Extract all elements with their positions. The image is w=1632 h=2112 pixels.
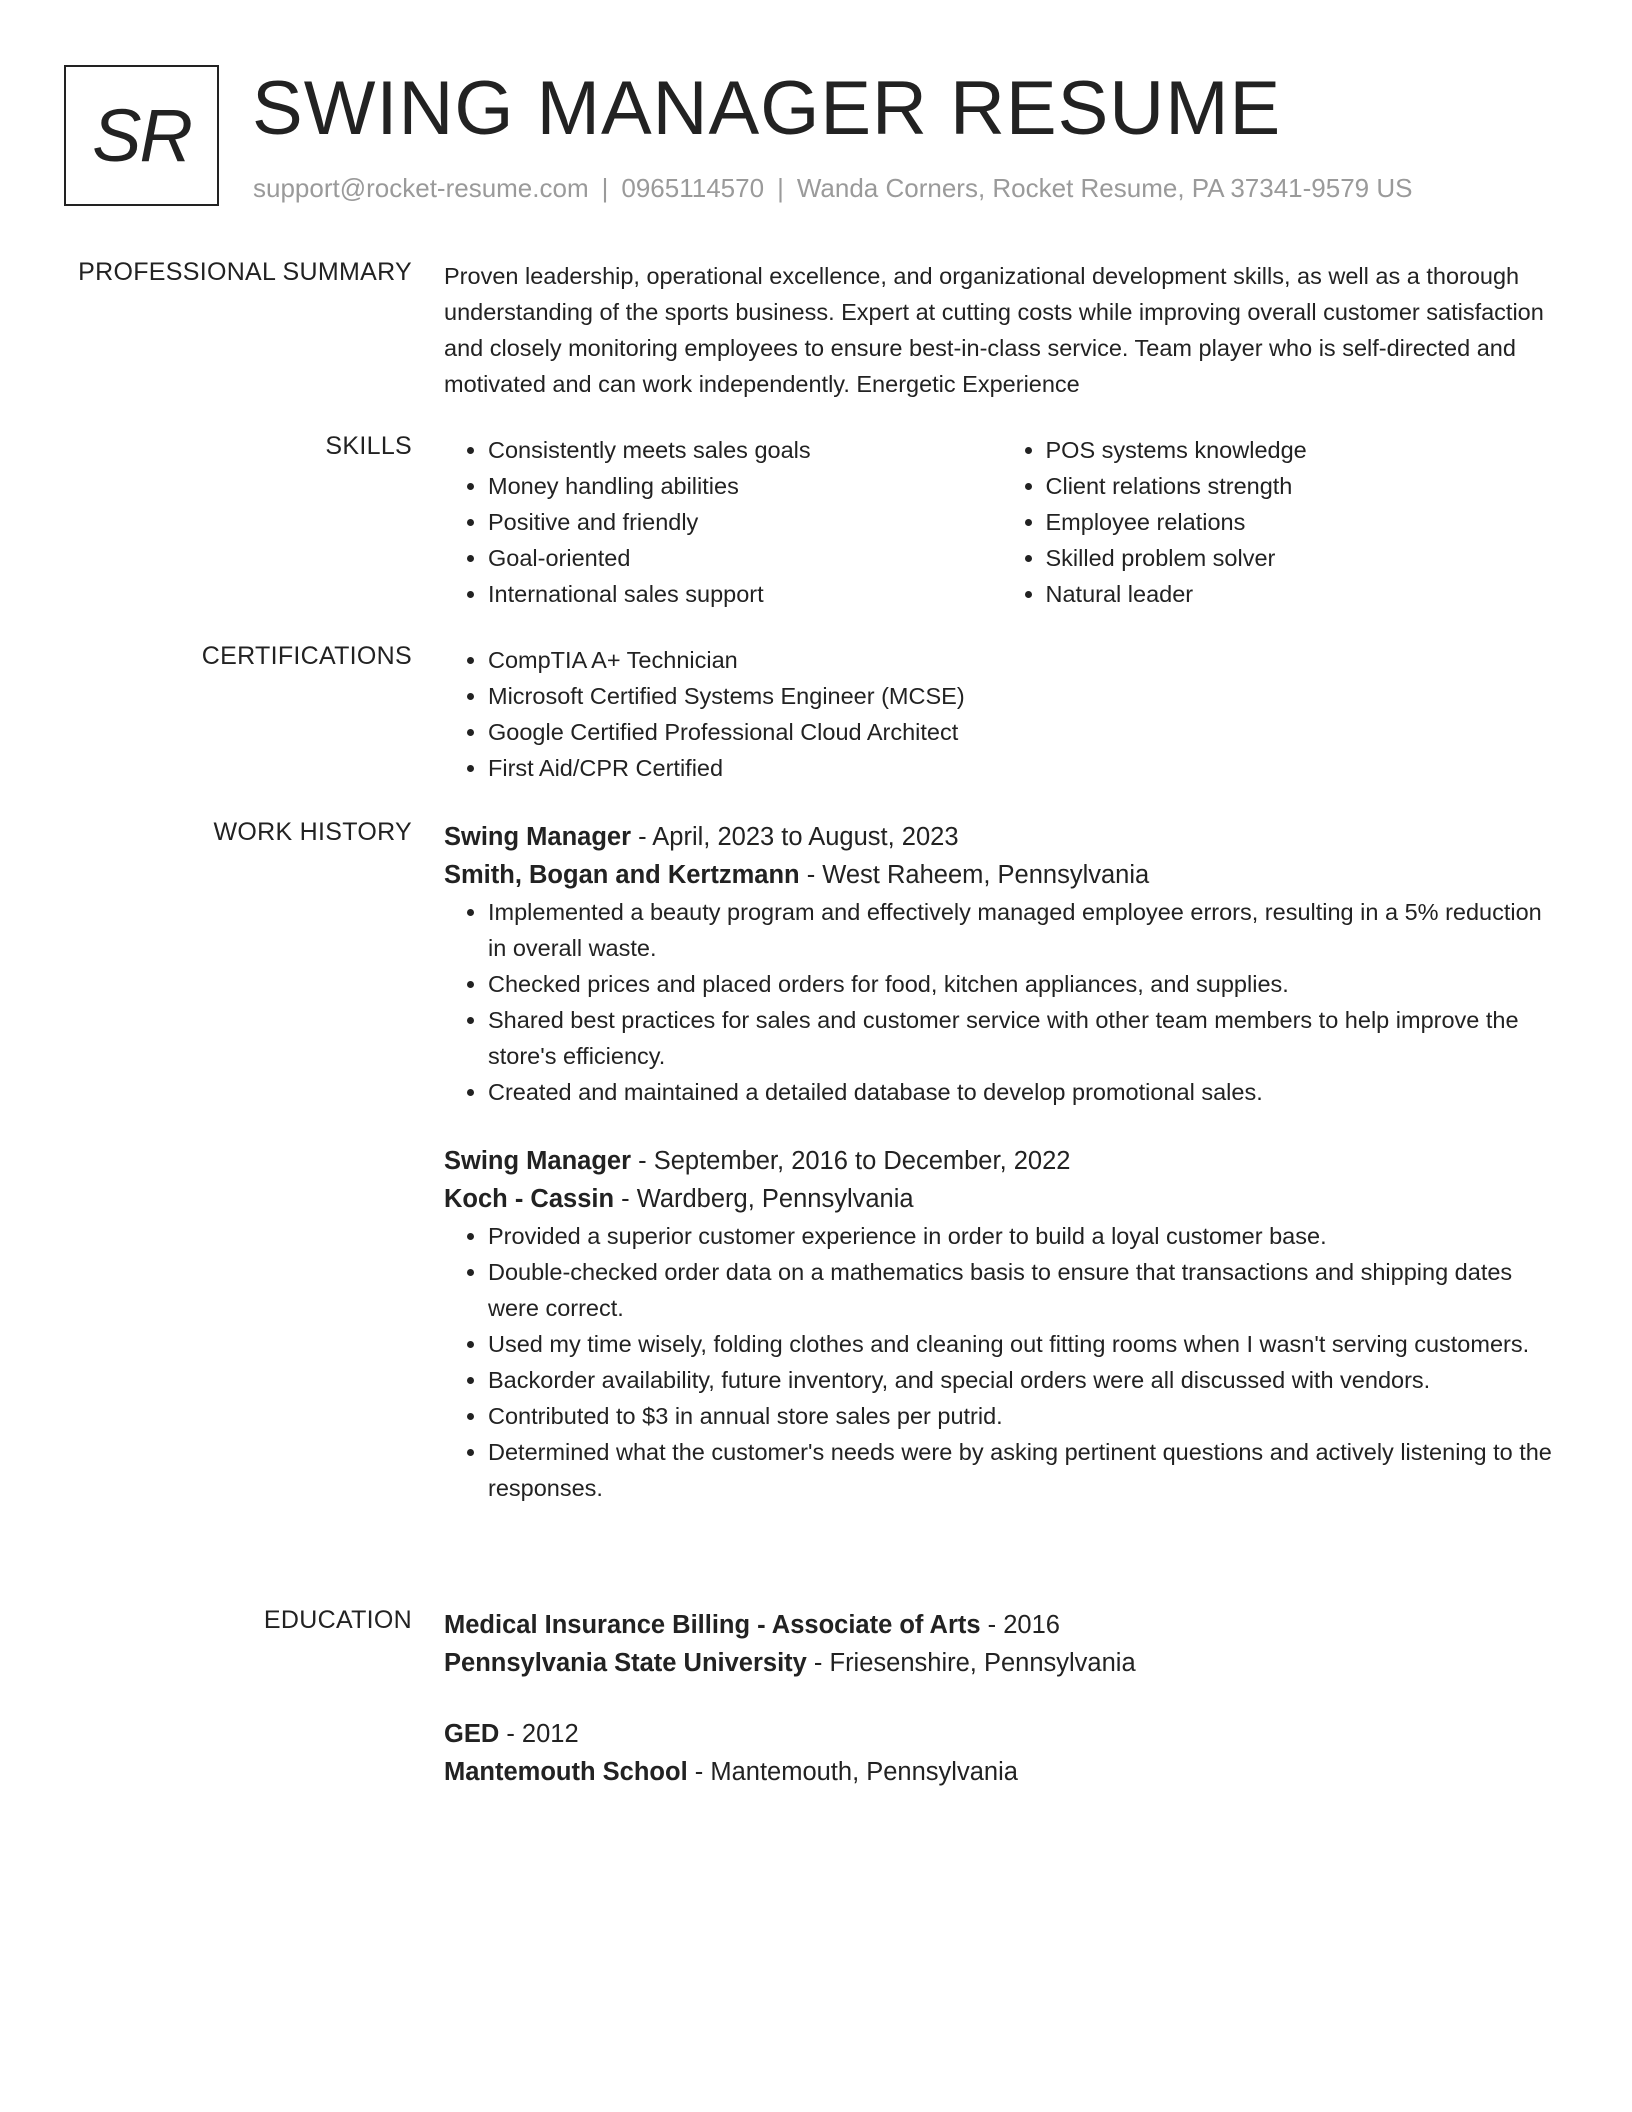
skill-item: • Goal-oriented (488, 540, 1002, 576)
job-bullet: • Created and maintained a detailed database to develop promotional sales. (488, 1074, 1559, 1110)
monogram-box: SR (64, 65, 219, 206)
education-entry (444, 1715, 1559, 1791)
skill-item: • Employee relations (1046, 504, 1560, 540)
job-entry (444, 1142, 1559, 1506)
education-entry (444, 1606, 1559, 1682)
job-location: - Wardberg, Pennsylvania (614, 1185, 914, 1213)
skill-item: • Skilled problem solver (1046, 540, 1560, 576)
skill-item: • Natural leader (1046, 576, 1560, 612)
certifications-list (444, 642, 1559, 786)
job-title: Swing Manager (444, 1147, 632, 1175)
contact-separator: | (777, 173, 784, 203)
job-bullet: • Used my time wisely, folding clothes and cleaning out fitting rooms when I wasn't serving customers. (488, 1326, 1559, 1362)
job-bullet: • Double-checked order data on a mathematics basis to ensure that transactions and shipping dates were correct. (488, 1254, 1559, 1326)
summary-label: PROFESSIONAL SUMMARY (78, 258, 412, 286)
education-label: EDUCATION (263, 1606, 412, 1634)
education-year: - 2016 (980, 1611, 1060, 1639)
job-bullets (444, 894, 1559, 1110)
summary-body (444, 258, 1559, 402)
job-bullet: • Determined what the customer's needs were by asking pertinent questions and actively listening to the responses. (488, 1434, 1559, 1506)
skill-item: • Money handling abilities (488, 468, 1002, 504)
certification-item: • CompTIA A+ Technician (488, 642, 1559, 678)
job-bullet: • Implemented a beauty program and effectively managed employee errors, resulting in a 5% reduction in overall waste. (488, 894, 1559, 966)
job-title-line (444, 818, 1559, 856)
skill-item: • Client relations strength (1046, 468, 1560, 504)
certification-item: • Google Certified Professional Cloud Architect (488, 714, 1559, 750)
work-history-body (444, 818, 1559, 1506)
resume-header (64, 65, 1564, 210)
contact-phone: 0965114570 (621, 173, 765, 203)
education-school: Pennsylvania State University (444, 1649, 807, 1677)
job-dates: - September, 2016 to December, 2022 (631, 1147, 1071, 1175)
contact-address: Wanda Corners, Rocket Resume, PA 37341-9579 US (796, 173, 1413, 203)
skills-columns (444, 432, 1559, 612)
job-title: Swing Manager (444, 823, 632, 851)
skill-item: • Positive and friendly (488, 504, 1002, 540)
skills-label: SKILLS (325, 432, 412, 460)
education-degree: GED (444, 1720, 500, 1748)
skill-item: • International sales support (488, 576, 1002, 612)
skill-item: • Consistently meets sales goals (488, 432, 1002, 468)
skills-body (444, 432, 1559, 612)
education-degree-line (444, 1715, 1559, 1753)
certification-item: • Microsoft Certified Systems Engineer (MCSE) (488, 678, 1559, 714)
contact-line (253, 173, 1412, 204)
education-degree: Medical Insurance Billing - Associate of Arts (444, 1611, 981, 1639)
job-dates: - April, 2023 to August, 2023 (631, 823, 959, 851)
education-school: Mantemouth School (444, 1758, 688, 1786)
education-year: - 2012 (499, 1720, 579, 1748)
summary-text: Proven leadership, operational excellence, and organizational development skills, as well as a thorough understanding of the sports business. Expert at cutting costs while improving overall customer satisfaction and closely monitoring employees to ensure best-in-class service. Team player who is self-directed and motivated and can work independently. Energetic Experience (444, 263, 1544, 397)
job-entry (444, 818, 1559, 1110)
job-company-line (444, 856, 1559, 894)
education-location: - Friesenshire, Pennsylvania (806, 1649, 1136, 1677)
job-bullet: • Provided a superior customer experience in order to build a loyal customer base. (488, 1218, 1559, 1254)
education-degree-line (444, 1606, 1559, 1644)
page-title: SWING MANAGER RESUME (252, 66, 1282, 151)
job-bullet: • Shared best practices for sales and customer service with other team members to help improve the store's efficiency. (488, 1002, 1559, 1074)
skills-list-left (444, 432, 1002, 612)
certification-item: • First Aid/CPR Certified (488, 750, 1559, 786)
education-location: - Mantemouth, Pennsylvania (687, 1758, 1018, 1786)
job-location: - West Raheem, Pennsylvania (799, 861, 1150, 889)
education-school-line (444, 1644, 1559, 1682)
job-bullet: • Backorder availability, future inventory, and special orders were all discussed with vendors. (488, 1362, 1559, 1398)
education-body (444, 1606, 1559, 1824)
contact-email: support@rocket-resume.com (253, 173, 589, 203)
certifications-label: CERTIFICATIONS (201, 642, 412, 670)
job-company-line (444, 1180, 1559, 1218)
skills-list-right (1002, 432, 1560, 612)
contact-separator: | (601, 173, 609, 203)
job-company: Smith, Bogan and Kertzmann (444, 861, 800, 889)
job-bullet: • Checked prices and placed orders for food, kitchen appliances, and supplies. (488, 966, 1559, 1002)
job-title-line (444, 1142, 1559, 1180)
certifications-body (444, 642, 1559, 786)
job-company: Koch - Cassin (444, 1185, 615, 1213)
job-bullets (444, 1218, 1559, 1506)
education-school-line (444, 1753, 1559, 1791)
work-history-label: WORK HISTORY (213, 818, 412, 846)
skill-item: • POS systems knowledge (1046, 432, 1560, 468)
job-bullet: • Contributed to $3 in annual store sales per putrid. (488, 1398, 1559, 1434)
